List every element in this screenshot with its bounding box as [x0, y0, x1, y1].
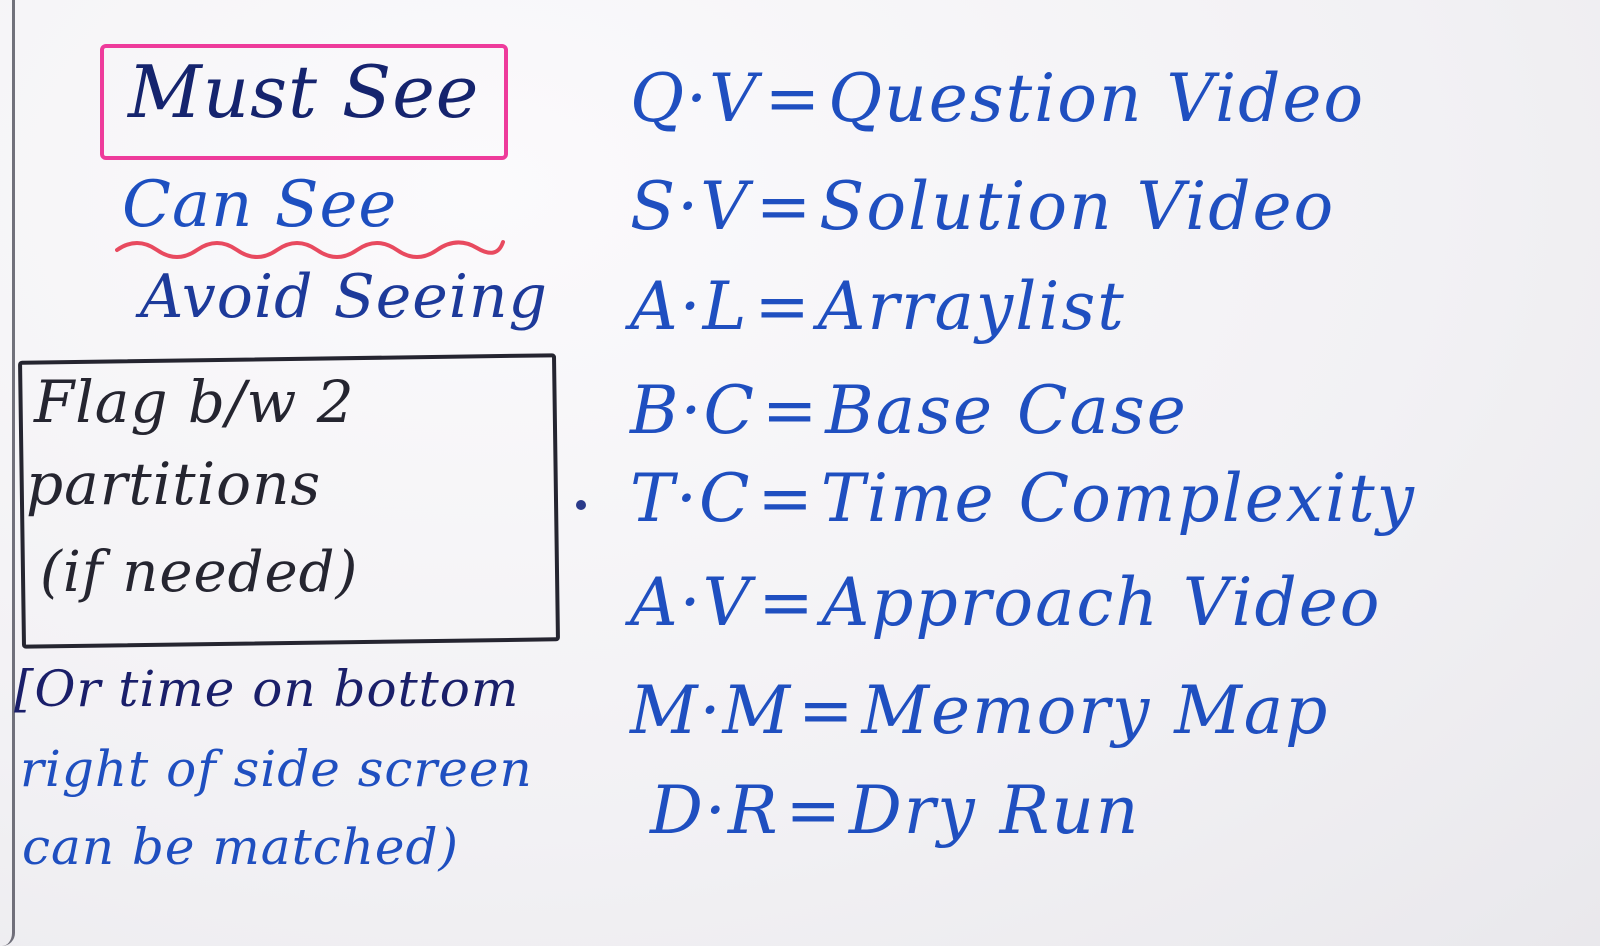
equals-sign: = [754, 268, 812, 345]
bottom-note-line-1: [Or time on bottom [14, 660, 520, 718]
abbreviation-value: Dry Run [848, 772, 1141, 849]
abbreviation-value: Approach Video [821, 564, 1382, 641]
equals-sign: = [758, 564, 816, 641]
abbreviation-value: Question Video [828, 60, 1366, 137]
abbreviation-key: M·M [630, 672, 793, 749]
abbreviation-key: A·L [630, 268, 749, 345]
equals-sign: = [785, 772, 843, 849]
flag-note-line-2: partitions [26, 450, 322, 518]
equals-sign: = [798, 672, 856, 749]
abbreviation-row [630, 564, 1382, 641]
equals-sign: = [764, 60, 823, 137]
flag-note-line-3: (if needed) [40, 540, 359, 605]
abbreviation-value: Time Complexity [820, 460, 1416, 537]
abbreviation-value: Arraylist [817, 268, 1126, 345]
abbreviation-key: T·C [630, 460, 752, 537]
abbreviation-key: B·C [630, 372, 756, 449]
abbreviation-value: Memory Map [861, 672, 1330, 749]
page-margin-line [2, 0, 15, 946]
equals-sign: = [755, 168, 814, 245]
abbreviation-row [630, 168, 1335, 245]
abbreviation-row [630, 372, 1188, 449]
legend-can-see: Can See [122, 168, 398, 242]
bottom-note-line-2: right of side screen [20, 740, 533, 798]
abbreviation-row [630, 60, 1365, 137]
ink-dot [576, 500, 586, 510]
can-see-wavy-underline [115, 234, 505, 264]
legend-must-see: Must See [128, 50, 480, 134]
legend-avoid-seeing: Avoid Seeing [140, 262, 548, 332]
equals-sign: = [761, 372, 820, 449]
bottom-note-line-3: can be matched) [22, 818, 460, 876]
abbreviation-key: S·V [630, 168, 750, 245]
abbreviation-row [630, 460, 1416, 537]
abbreviation-row [630, 672, 1329, 749]
abbreviation-key: D·R [650, 772, 780, 849]
abbreviation-key: Q·V [630, 60, 759, 137]
flag-note-line-1: Flag b/w 2 [34, 368, 355, 436]
abbreviation-row [630, 268, 1126, 345]
abbreviation-value: Base Case [825, 372, 1188, 449]
abbreviation-key: A·V [630, 564, 753, 641]
abbreviation-value: Solution Video [819, 168, 1336, 245]
equals-sign: = [757, 460, 815, 537]
abbreviation-row [650, 772, 1140, 849]
